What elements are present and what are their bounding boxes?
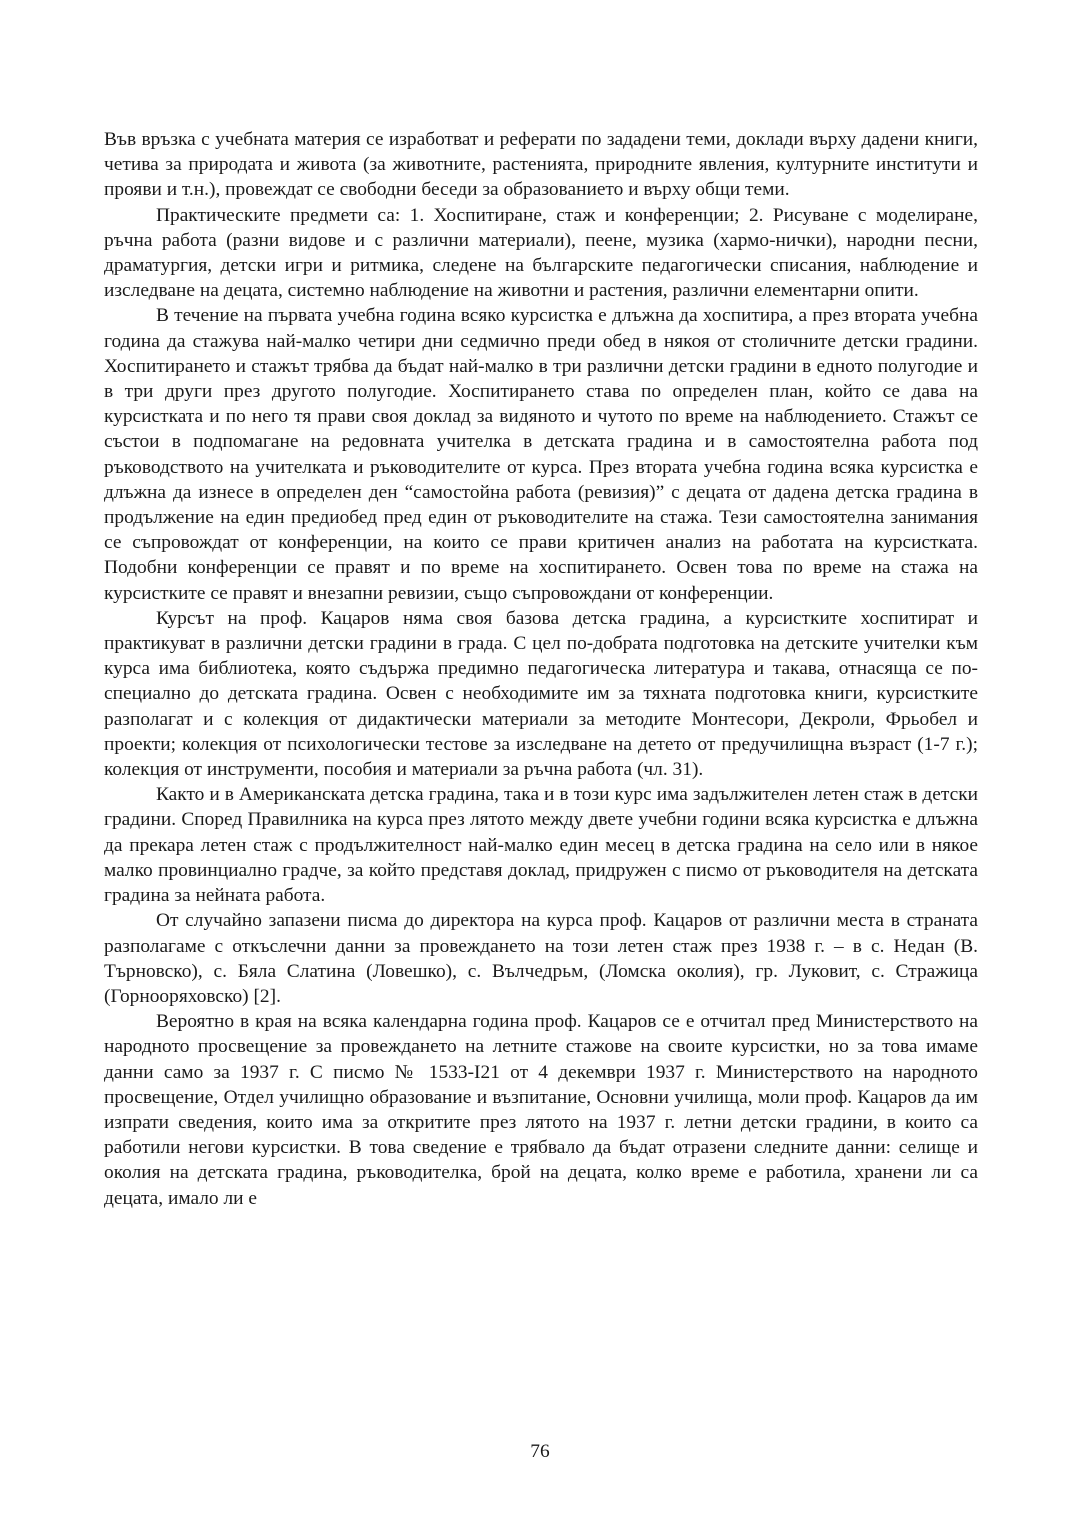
paragraph: Практическите предмети са: 1. Хоспитиране, стаж и конференции; 2. Рисуване с моделиране, ръчна работа (разни видове и с различни материали), пеене, музика (хармо-нички), народни песни, драматургия, детски игри и ритмика, следене на българските педагогически списания, наблюдение и изследване на децата, системно наблюдение на животни и растения, различни елементарни опити. (104, 204, 978, 302)
paragraph: Курсът на проф. Кацаров няма своя базова детска градина, а курсистките хоспитират и практикуват в различни детски градини в града. С цел по-добрата подготовка на детските учителки към курса има библиотека, която съдържа предимно педагогическа литература и такава, отнасяща се по-специално до детската градина. Освен с необходимите им за тяхната подготовка книги, курсистките разполагат и с колекция от дидактически материали за методите Монтесори, Декроли, Фрьобел и проекти; колекция от психологически тестове за изследване на детето от предучилищна възраст (1-7 г.); колекция от инструменти, пособия и материали за ръчна работа (чл. 31). (104, 607, 978, 781)
paragraph: Вероятно в края на всяка календарна година проф. Кацаров се е отчитал пред Министерството на народното просвещение за провеждането на летните стажове на своите курсистки, но за това имаме данни само за 1937 г. С писмо № 1533-I21 от 4 декември 1937 г. Министерството на народното просвещение, Отдел училищно образование и възпитание, Основни училища, моли проф. Кацаров да им изпрати сведения, които има за откритите през лятото на 1937 г. летни детски градини, в които са работили негови курсистки. В това сведение е трябвало да бъдат отразени следните данни: селище и околия на детската градина, ръководителка, брой на децата, колко време е работила, хранени ли са децата, имало ли е (104, 1011, 978, 1209)
paragraph: В течение на първата учебна година всяко курсистка е длъжна да хоспитира, а през втората учебна година да стажува най-малко четири дни седмично преди обед в някоя от столичните детски градини. Хоспитирането и стажът трябва да бъдат най-малко в три различни детски градини в едното полугодие и в три други през другото полугодие. Хоспитирането става по определен план, който се дава на курсистката и по него тя прави своя доклад за видяното и чутото по време на наблюдението. Стажът се състои в подпомагане на редовната учителка в детската градина и в самостоятелна работа под ръководството на учителката и ръководителите от курса. През втората учебна година всяка курсистка е длъжна да изнесе в определен ден “самостойна работа (ревизия)” с децата от дадена детска градина в продължение на един предиобед пред един от ръководителите на стажа. Тези самостоятелна занимания се съпровождат от конференции, на които се прави критичен анализ на работата на курсистката. Подобни конференции се правят и по време на хоспитирането. Освен това по време на стажа на курсистките се правят и внезапни ревизии, също съпровождани от конференции. (104, 305, 978, 604)
page-number: 76 (530, 1441, 550, 1462)
paragraph: Във връзка с учебната материя се изработват и реферати по зададени теми, доклади върху дадени книги, четива за природата и живота (за животните, растенията, природните явления, културните институти и прояви и т.н.), провеждат се свободни беседи за образованието и върху общи теми. (104, 129, 978, 201)
paragraph: Както и в Американската детска градина, така и в този курс има задължителен летен стаж в детски градини. Според Правилника на курса през лятото между двете учебни години всяка курсистка е длъжна да прекара летен стаж с продължителност най-малко един месец в детска градина на село или в някое малко провинциално градче, за който представя доклад, придружен с писмо от ръководителя на детската градина за нейната работа. (104, 784, 978, 907)
body-text (104, 127, 978, 1211)
paragraph: От случайно запазени писма до директора на курса проф. Кацаров от различни места в страната разполагаме с откъслечни данни за провеждането на този летен стаж през 1938 г. – в с. Недан (В. Търновско), с. Бяла Слатина (Ловешко), с. Вълчедрьм, (Ломска околия), гр. Луковит, с. Стражица (Горнооряховско) [2]. (104, 910, 978, 1007)
